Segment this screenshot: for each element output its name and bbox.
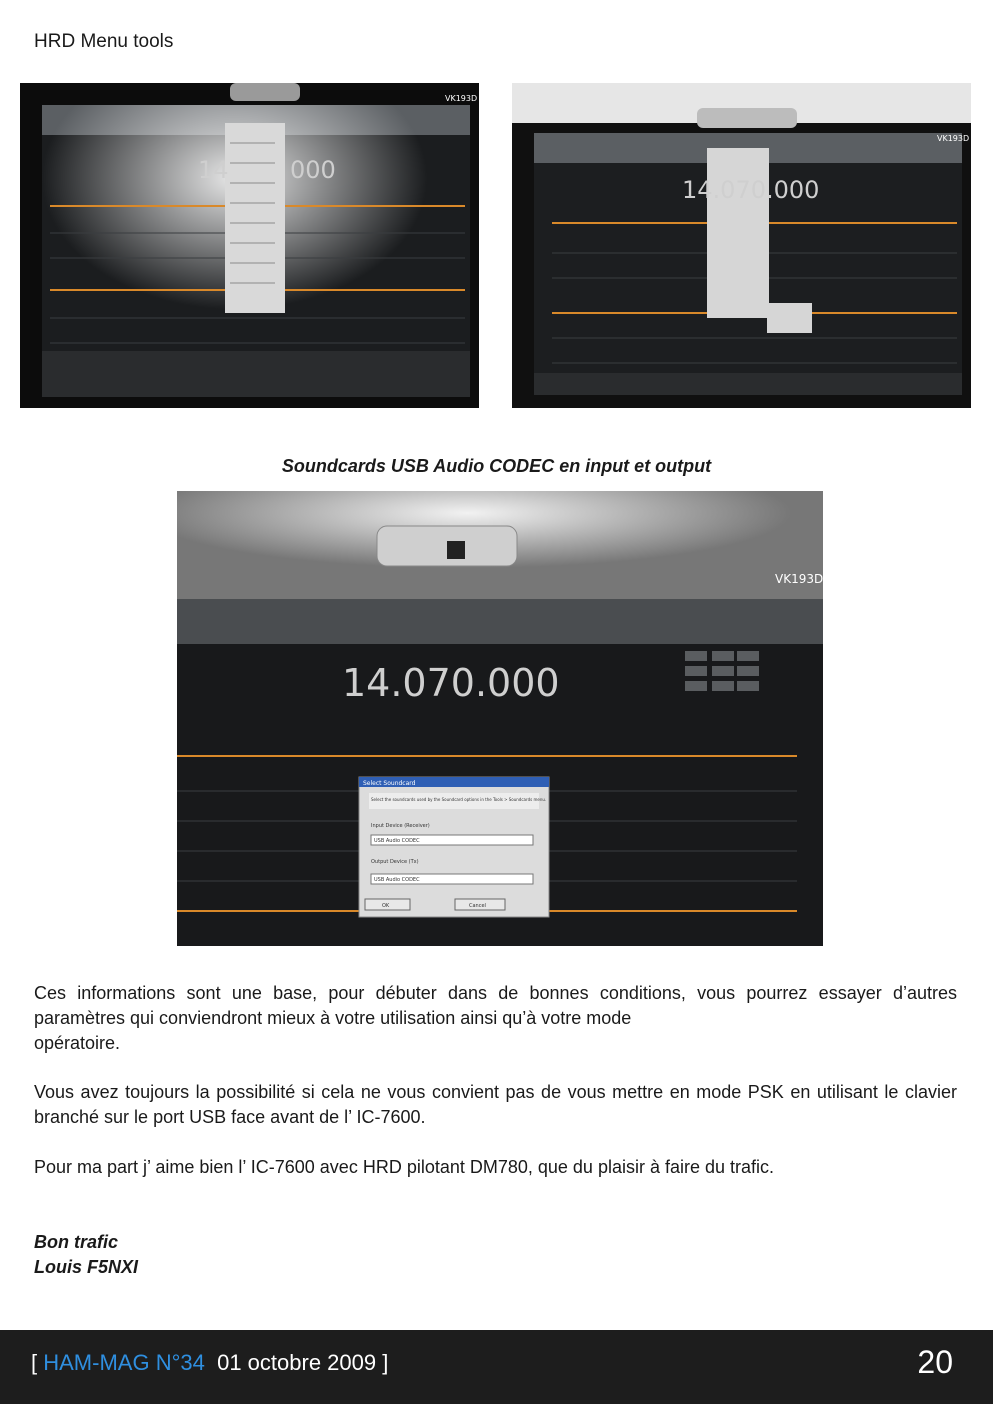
paragraph-1: Ces informations sont une base, pour débuter dans de bonnes conditions, vous pourrez essayer d’autres paramètres qui conviendront mieux à votre utilisation ainsi qu’à votre mode opératoire. bbox=[34, 983, 957, 1053]
page-footer bbox=[0, 1330, 993, 1404]
svg-text:000: 000 bbox=[290, 156, 336, 184]
photo-hrd-menu-right bbox=[512, 83, 971, 408]
paragraph-2: Vous avez toujours la possibilité si cela ne vous convient pas de vous mettre en mode PSK en utilisant le clavier branché sur le port USB face avant de l’ IC-7600. bbox=[34, 1082, 957, 1127]
photo-select-soundcard bbox=[177, 491, 823, 946]
paragraph-3: Pour ma part j’ aime bien l’ IC-7600 avec HRD pilotant DM780, que du plaisir à faire du trafic. bbox=[34, 1157, 775, 1177]
signature: Bon trafic Louis F5NXI bbox=[34, 1232, 139, 1277]
svg-text:USB Audio CODEC: USB Audio CODEC bbox=[374, 877, 420, 883]
page-header: HRD Menu tools bbox=[34, 31, 174, 52]
svg-text:USB Audio CODEC: USB Audio CODEC bbox=[374, 838, 420, 844]
monitor-brand-label: VK193D bbox=[445, 94, 478, 103]
svg-text:Input Device (Receiver): Input Device (Receiver) bbox=[371, 823, 430, 829]
svg-text:OK: OK bbox=[382, 903, 390, 909]
page-number: 20 bbox=[917, 1344, 953, 1380]
frequency-readout: 14.070.000 bbox=[682, 176, 820, 204]
frequency-readout: 14.070.000 bbox=[342, 661, 560, 705]
footer-issue: [ HAM-MAG N°34 01 octobre 2009 ] bbox=[31, 1350, 389, 1375]
svg-text:Select Soundcard: Select Soundcard bbox=[363, 780, 416, 787]
svg-text:Cancel: Cancel bbox=[469, 903, 486, 909]
magazine-name: HAM-MAG N°34 bbox=[43, 1350, 205, 1375]
figure-caption: Soundcards USB Audio CODEC en input et output bbox=[281, 456, 712, 476]
svg-text:14: 14 bbox=[198, 156, 229, 184]
svg-text:Select the soundcards used by: Select the soundcards used by the Soundcard options in the Tools > Soundcards menu. bbox=[371, 797, 547, 802]
monitor-brand-label: VK193D bbox=[775, 572, 823, 586]
svg-text:Output Device (Tx): Output Device (Tx) bbox=[371, 859, 419, 865]
issue-date: 01 octobre 2009 ] bbox=[217, 1350, 389, 1375]
photo-hrd-menu-left bbox=[20, 83, 479, 408]
monitor-brand-label: VK193D bbox=[937, 134, 970, 143]
